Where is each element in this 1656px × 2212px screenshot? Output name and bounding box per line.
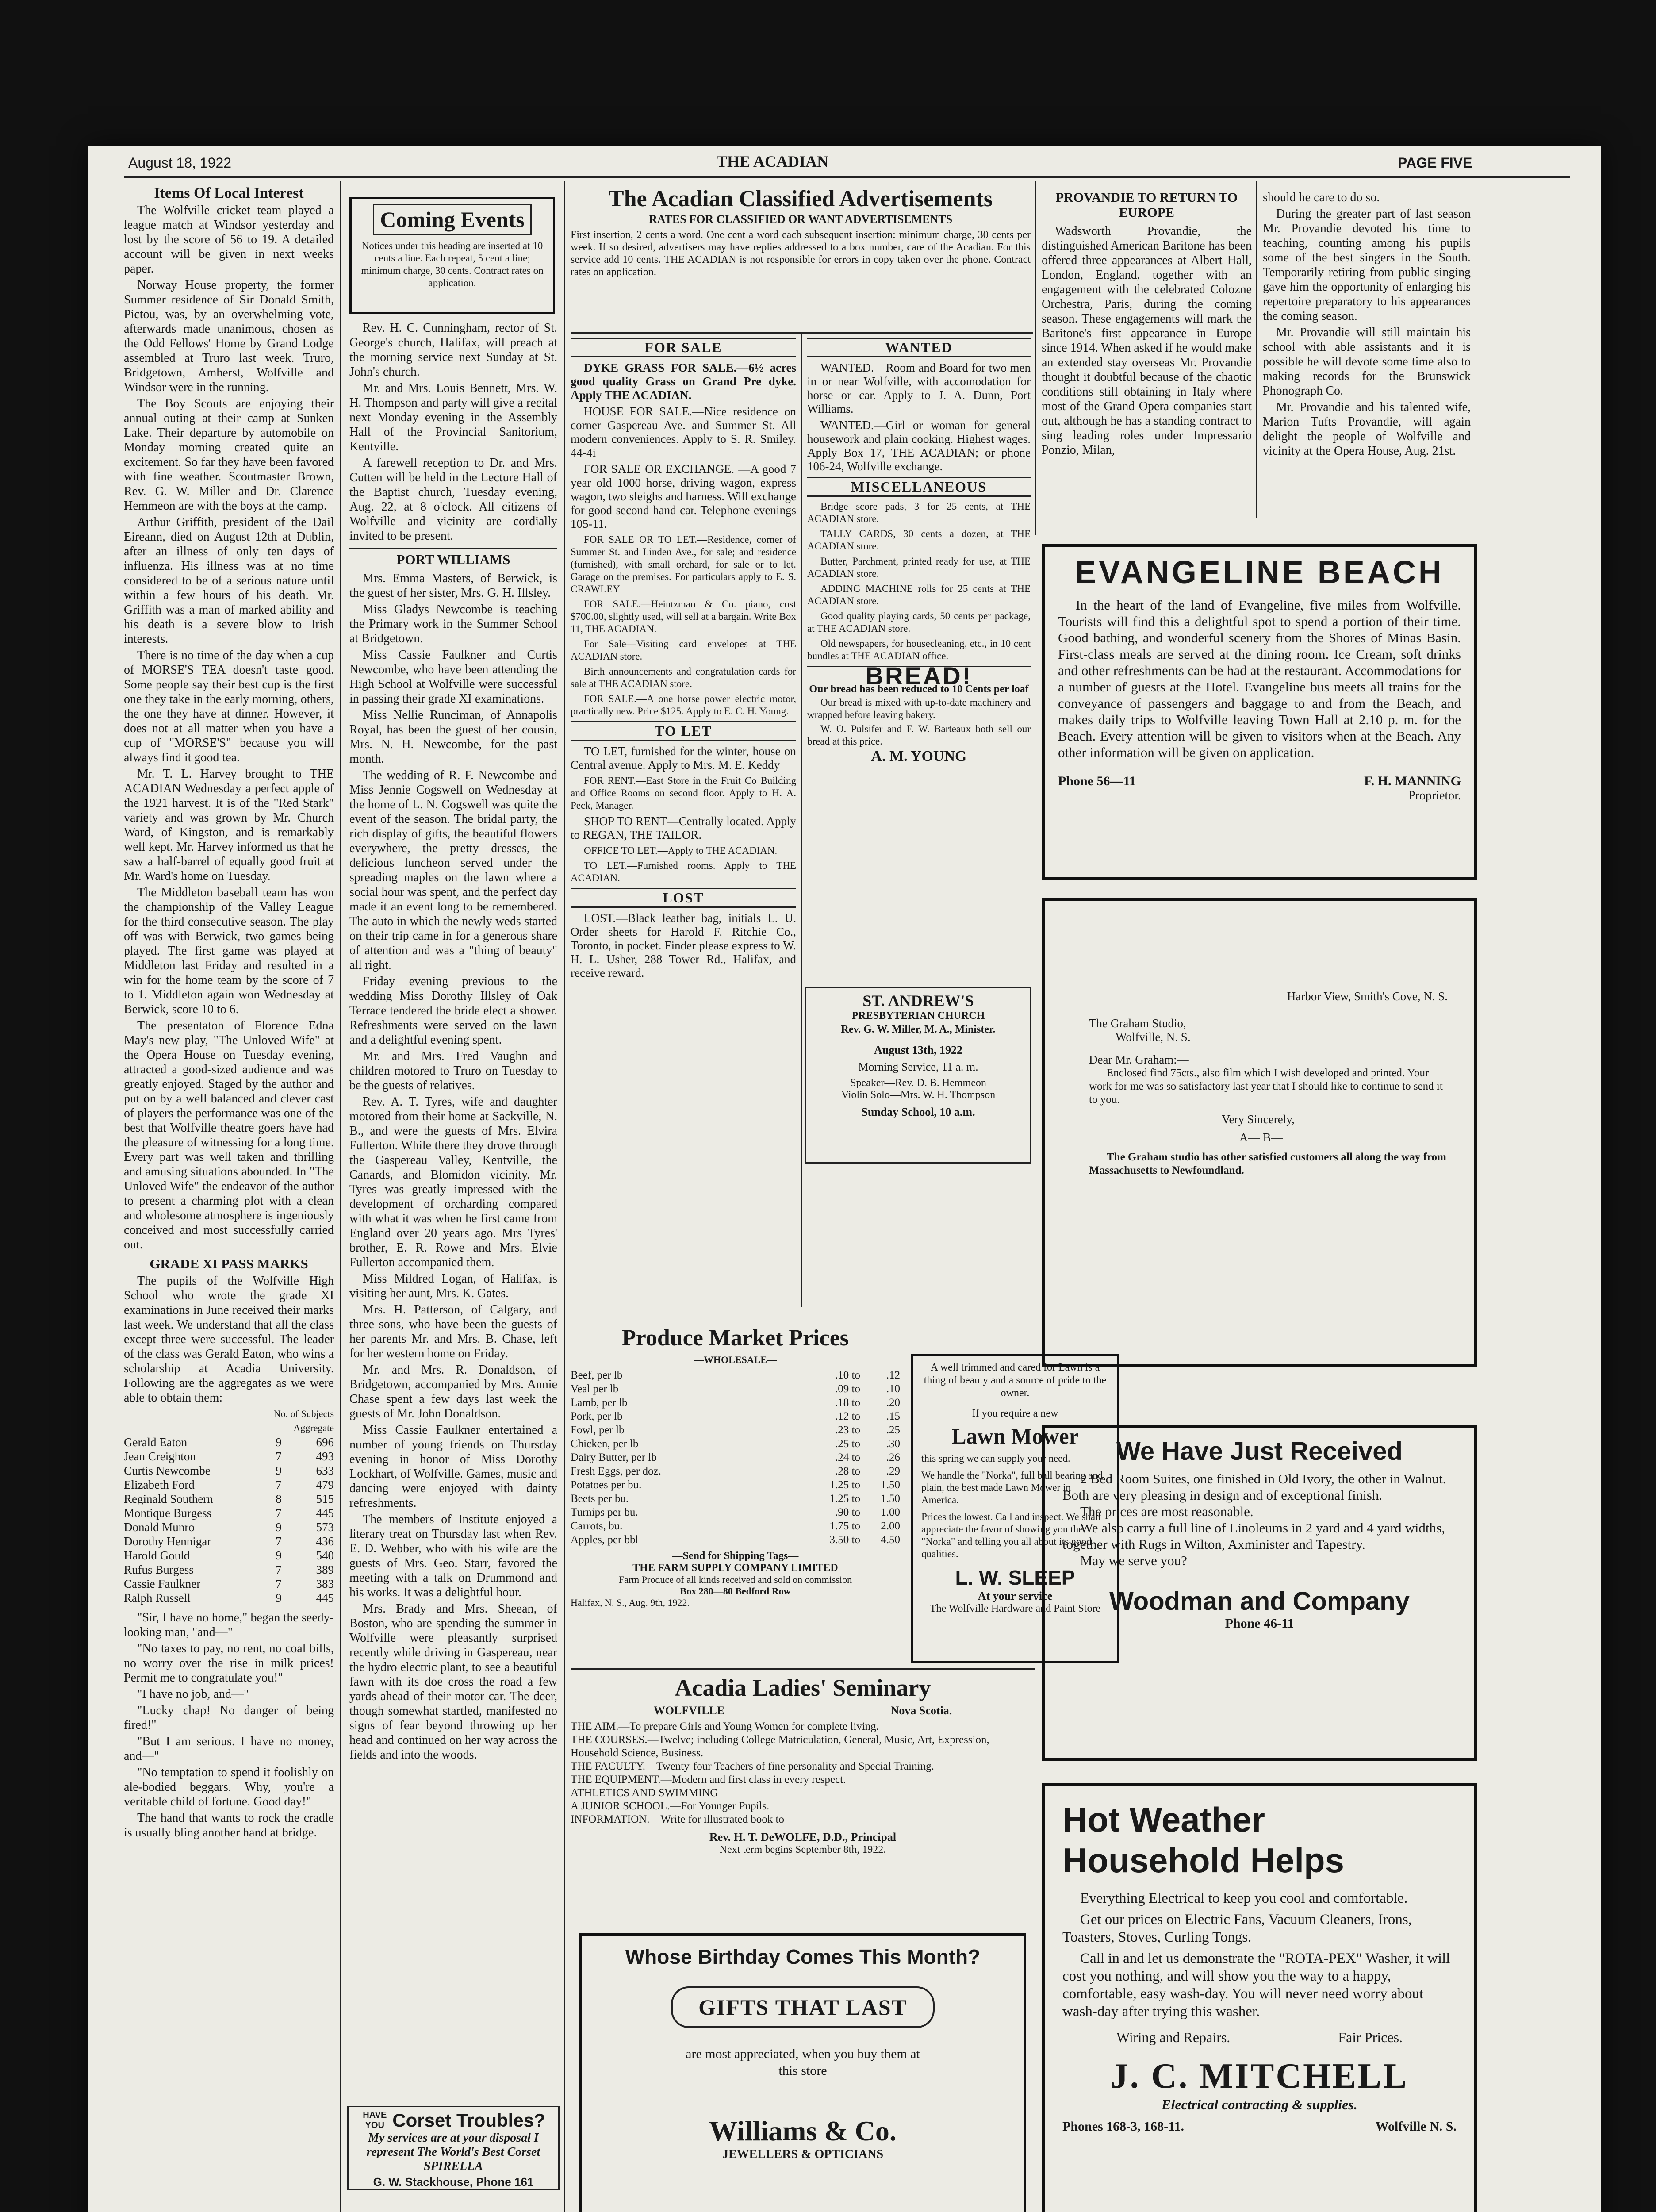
- lawn-body: this spring we can supply your need.: [921, 1453, 1070, 1464]
- grade-row: [124, 1492, 334, 1506]
- mitchell-body: Get our prices on Electric Fans, Vacuum Cleaners, Irons, Toasters, Stoves, Curling Tongs.: [1062, 1912, 1412, 1945]
- grade-row: [124, 1435, 334, 1449]
- classified-ad: Butter, Parchment, printed ready for use, at THE ACADIAN store.: [807, 556, 1031, 579]
- provandie-title: PROVANDIE TO RETURN TO EUROPE: [1055, 190, 1238, 220]
- grade-table: [124, 1435, 334, 1605]
- story-line: "No temptation to spend it foolishly on ale-bodied beggars. Why, you're a veritable child of fortune. Good day!": [124, 1766, 334, 1809]
- price-a: 1.25 to: [829, 1493, 860, 1505]
- woodman-body: We also carry a full line of Linoleums in 2 yard and 4 yard widths, together with Rugs in Wilton, Axminister and Tapestry.: [1062, 1520, 1445, 1552]
- price-row: [571, 1368, 900, 1382]
- local-paragraph: The Wolfville cricket team played a league match at Windsor yesterday and lost by the score of 56 to 19. A detailed account will be given in next weeks paper.: [124, 204, 334, 276]
- bread-reduced: Our bread has been reduced to 10 Cents per loaf: [809, 684, 1029, 695]
- price-b: 1.50: [881, 1493, 900, 1505]
- grade-name: Elizabeth Ford: [124, 1478, 195, 1491]
- masthead-rule: [124, 176, 1570, 178]
- pw-paragraph: Friday evening previous to the wedding Miss Dorothy Illsley of Oak Terrace tendered the bride elect a shower. Refreshments were served on the lawn and a delightful evening spent.: [349, 975, 557, 1047]
- provandie-article-a: [1042, 190, 1252, 459]
- grade-name: Rufus Burgess: [124, 1563, 194, 1576]
- local-paragraph: There is no time of the day when a cup of MORSE'S TEA doesn't taste good. Some people say their best cup is the first one they take in the early morning, others, the one they have at dinner. However, it does not at all matter when you have a cup of "MORSE'S" because you will always find it good tea.: [124, 649, 334, 764]
- church-ad: [805, 987, 1031, 1164]
- pw-paragraph: Miss Gladys Newcombe is teaching the Primary work in the Summer School at Bridgetown.: [349, 603, 557, 645]
- price-row: [571, 1533, 900, 1547]
- corset-signature: G. W. Stackhouse, Phone 161: [373, 2175, 534, 2189]
- classified-ad: For Sale—Visiting card envelopes at THE ACADIAN store.: [571, 638, 796, 662]
- story: [124, 1610, 334, 1840]
- grade-agg: 493: [316, 1450, 334, 1463]
- price-b: .29: [886, 1465, 900, 1477]
- grade-name: Gerald Eaton: [124, 1436, 188, 1449]
- bread-body: Our bread is mixed with up-to-date machinery and wrapped before leaving bakery.: [807, 697, 1031, 720]
- church-subtitle: PRESBYTERIAN CHURCH: [851, 1010, 985, 1022]
- grade-subj: 9: [276, 1521, 282, 1534]
- evangeline-proprietor: Proprietor.: [1408, 789, 1461, 803]
- evangeline-phone: Phone 56—11: [1058, 774, 1136, 788]
- seminary-location: WOLFVILLE: [653, 1704, 725, 1717]
- evangeline-ad: [1042, 544, 1477, 880]
- corset-body: My services are at your disposal I represent The World's Best Corset SPIRELLA: [366, 2131, 540, 2173]
- mitchell-town: Wolfville N. S.: [1375, 2119, 1457, 2134]
- story-line: "No taxes to pay, no rent, no coal bills, no worry over the rise in milk prices! Permit me to congratulate you!": [124, 1642, 334, 1685]
- seminary-line: A JUNIOR SCHOOL.—For Younger Pupils.: [571, 1800, 770, 1812]
- price-row: [571, 1423, 900, 1437]
- local-paragraph: The Boy Scouts are enjoying their annual outing at their camp at Sunken Lake. Their departure by automobile on Monday morning created quite an excitement. So far they have been favored with fine weather. Scoutmaster Brown, Rev. G. W. Miller and Dr. Clarence Hemmeon are with the boys at the camp.: [124, 397, 334, 513]
- williams-sub: JEWELLERS & OPTICIANS: [722, 2147, 884, 2161]
- provandie-paragraph: should he care to do so.: [1263, 191, 1380, 204]
- studio-dear: Dear Mr. Graham:—: [1089, 1053, 1189, 1066]
- grade-name: Harold Gould: [124, 1549, 190, 1562]
- column-rule: [564, 181, 565, 2212]
- bread-body: W. O. Pulsifer and F. W. Barteaux both sell our bread at this price.: [807, 723, 1031, 747]
- price-b: .12: [886, 1369, 900, 1381]
- studio-to: The Graham Studio,: [1089, 1017, 1186, 1030]
- grade-agg: 445: [316, 1591, 334, 1605]
- paper-name: THE ACADIAN: [717, 153, 829, 170]
- grade-subj: 9: [276, 1436, 282, 1449]
- woodman-body: The prices are most reasonable.: [1080, 1504, 1254, 1519]
- for-sale-heading: FOR SALE: [571, 338, 796, 357]
- price-n: Fowl, per lb: [571, 1424, 625, 1436]
- pw-paragraph: Miss Nellie Runciman, of Annapolis Royal, has been the guest of her cousin, Mrs. N. H. Newcombe, for the past month.: [349, 708, 557, 766]
- grade-subj: 8: [276, 1492, 282, 1505]
- issue-date: August 18, 1922: [128, 155, 232, 171]
- pw-paragraph: Rev. A. T. Tyres, wife and daughter motored from their home at Sackville, N. B., and were the guests of Mrs. Elvira Fullerton. While there they drove through the Gaspereau Valley, Kentville, the Canards, and Blomidon vicinity. Mr. Tyres was greatly impressed with the development of orcharding compared with what it was when he first came from England over 20 years ago. Mrs Tyres' brother, E. R. Rowe and Mrs. Elvie Fullerton accompanied them.: [349, 1095, 557, 1269]
- produce-city: Halifax, N. S., Aug. 9th, 1922.: [571, 1597, 690, 1608]
- wanted-heading: WANTED: [807, 338, 1031, 357]
- produce-ad: [571, 1325, 900, 1609]
- produce-company: THE FARM SUPPLY COMPANY LIMITED: [632, 1562, 838, 1574]
- seminary-location: Nova Scotia.: [890, 1704, 952, 1717]
- pw-paragraph: The members of Institute enjoyed a literary treat on Thursday last when Rev. E. D. Webber, who with his wife are the guests of Mrs. Geo. Starr, favored the meeting with a talk on Drummond and his works. It was a delightful hour.: [349, 1513, 557, 1599]
- grade-name: Cassie Faulkner: [124, 1577, 201, 1590]
- church-violin: Violin Solo—Mrs. W. H. Thompson: [841, 1089, 996, 1101]
- provandie-paragraph: During the greater part of last season Mr. Provandie devoted his time to teaching, counting among his pupils some of the best singers in the South. Temporarily retiring from public singing gave him the opportunity of enlarging his repertoire preparatory to his appearances the coming season.: [1263, 207, 1471, 323]
- graham-studio-ad: [1042, 898, 1477, 1367]
- to-let-heading: TO LET: [571, 721, 796, 741]
- corset-ad: [347, 2106, 560, 2190]
- pw-paragraph: Miss Cassie Faulkner entertained a number of young friends on Thursday evening in honor of Miss Dorothy Lockhart, of Wolfville. Games, music and dancing were enjoyed with dainty refreshments.: [349, 1423, 557, 1510]
- price-b: .26: [886, 1452, 900, 1463]
- classified-ad: OFFICE TO LET.—Apply to THE ACADIAN.: [584, 845, 778, 856]
- grade-name: Reginald Southern: [124, 1492, 213, 1505]
- church-speaker: Speaker—Rev. D. B. Hemmeon: [850, 1077, 986, 1089]
- corset-pre: HAVE YOU: [363, 2110, 387, 2130]
- mitchell-wiring: Wiring and Repairs.: [1116, 2029, 1230, 2045]
- provandie-article-b: [1263, 190, 1471, 460]
- classified-ad: Bridge score pads, 3 for 25 cents, at THE ACADIAN store.: [807, 501, 1031, 524]
- grade-row: [124, 1506, 334, 1520]
- mitchell-fair: Fair Prices.: [1338, 2029, 1403, 2045]
- price-row: [571, 1478, 900, 1492]
- woodman-title: We Have Just Received: [1116, 1437, 1403, 1466]
- local-paragraph: The presentaton of Florence Edna May's new play, "The Unloved Wife" at the Opera House on Tuesday evening, attracted a good-sized audience and was greatly enjoyed. Staged by the author and put on by a well balanced and clever cast of players the performance was one of the best that Wolfville theatre goers have had the pleasure of witnessing for a long time. Every part was well taken and thrilling and amusing situations abounded. In "The Unloved Wife" the endeavor of the author to present a charming plot with a clean and wholesome atmosphere is ingeniously conceived and most successfully carried out.: [124, 1019, 334, 1252]
- williams-name: Williams & Co.: [709, 2115, 897, 2147]
- studio-footer: The Graham studio has other satisfied customers all along the way from Massachusetts to Newfoundland.: [1089, 1151, 1446, 1176]
- classified-ad: FOR SALE.—A one horse power electric motor, practically new. Price $125. Apply to E. C. H. Young.: [571, 693, 796, 717]
- price-a: .23 to: [835, 1424, 860, 1436]
- grade-row: [124, 1463, 334, 1478]
- studio-close: Very Sincerely,: [1222, 1113, 1295, 1126]
- price-row: [571, 1451, 900, 1464]
- grade-title: GRADE XI PASS MARKS: [150, 1256, 308, 1271]
- gifts-banner: GIFTS THAT LAST: [671, 1986, 935, 2028]
- seminary-line: INFORMATION.—Write for illustrated book to: [571, 1813, 784, 1825]
- price-n: Beef, per lb: [571, 1369, 623, 1381]
- price-a: .90 to: [835, 1506, 860, 1518]
- classified-ad: Good quality playing cards, 50 cents per package, at THE ACADIAN store.: [807, 611, 1031, 634]
- woodman-body: May we serve you?: [1080, 1553, 1187, 1568]
- price-row: [571, 1492, 900, 1505]
- classified-ad: WANTED.—Girl or woman for general housework and plain cooking. Highest wages. Apply Box 17, THE ACADIAN; or phone 106-24, Wolfville exchange.: [807, 419, 1031, 473]
- grade-agg: 573: [316, 1521, 334, 1534]
- price-n: Turnips per bu.: [571, 1506, 638, 1518]
- price-b: .20: [886, 1397, 900, 1409]
- classified-ad: TO LET.—Furnished rooms. Apply to THE ACADIAN.: [571, 860, 796, 883]
- woodman-ad: [1042, 1425, 1477, 1761]
- classified-ad: DYKE GRASS FOR SALE.—6½ acres good quality Grass on Grand Pre dyke. Apply THE ACADIAN.: [571, 361, 796, 402]
- lawn-store: The Wolfville Hardware and Paint Store: [929, 1603, 1101, 1614]
- seminary-ad: [571, 1668, 1035, 1856]
- seminary-principal: Rev. H. T. DeWOLFE, D.D., Principal: [709, 1831, 897, 1843]
- story-line: "But I am serious. I have no money, and—": [124, 1735, 334, 1763]
- coming-events-title: Coming Events: [373, 204, 532, 235]
- classified-ad: HOUSE FOR SALE.—Nice residence on corner Gaspereau Ave. and Summer St. All modern conveniences. Apply to S. R. Smiley. 44-4i: [571, 405, 796, 459]
- grade-col-aggregate: Aggregate: [293, 1422, 334, 1433]
- seminary-title: Acadia Ladies' Seminary: [675, 1674, 931, 1701]
- classified-ad: TO LET, furnished for the winter, house on Central avenue. Apply to Mrs. M. E. Keddy: [571, 745, 796, 772]
- price-b: .30: [886, 1438, 900, 1450]
- studio-to: Wolfville, N. S.: [1116, 1030, 1191, 1044]
- price-row: [571, 1382, 900, 1396]
- seminary-lines: [571, 1720, 1035, 1826]
- mitchell-title: Hot Weather Household Helps: [1062, 1800, 1345, 1880]
- grade-header-2: [124, 1421, 334, 1435]
- woodman-body: 2 Bed Room Suites, one finished in Old Ivory, the other in Walnut. Both are very pleasing in design and of exceptional finish.: [1062, 1471, 1446, 1503]
- price-row: [571, 1409, 900, 1423]
- grade-name: Montique Burgess: [124, 1506, 212, 1520]
- grade-agg: 479: [316, 1478, 334, 1491]
- misc-heading: MISCELLANEOUS: [807, 477, 1031, 497]
- grade-name: Dorothy Hennigar: [124, 1535, 211, 1548]
- mitchell-sub: Electrical contracting & supplies.: [1162, 2097, 1357, 2112]
- produce-table: [571, 1368, 900, 1547]
- bread-ad: [807, 662, 1031, 764]
- produce-box: Box 280—80 Bedford Row: [680, 1586, 791, 1597]
- event-paragraph: A farewell reception to Dr. and Mrs. Cutten will be held in the Lecture Hall of the Baptist church, Tuesday evening, Aug. 22, at 8 o'clock. All citizens of Wolfville and vicinity are cordially invited to be present.: [349, 456, 557, 543]
- pw-paragraph: Mr. and Mrs. R. Donaldson, of Bridgetown, accompanied by Mrs. Annie Chase spent a few days last week the guests of Mr. John Donaldson.: [349, 1363, 557, 1421]
- pw-paragraph: Miss Cassie Faulkner and Curtis Newcombe, who have been attending the High School at Wolfville were successful in passing their grade XI examinations.: [349, 648, 557, 706]
- church-date: August 13th, 1922: [874, 1044, 963, 1056]
- story-line: "I have no job, and—": [137, 1687, 249, 1701]
- grade-subj: 9: [276, 1591, 282, 1605]
- produce-subtitle: —WHOLESALE—: [694, 1354, 777, 1365]
- price-a: 1.25 to: [829, 1479, 860, 1491]
- grade-name: Ralph Russell: [124, 1591, 191, 1605]
- grade-header: [124, 1407, 334, 1421]
- seminary-term: Next term begins September 8th, 1922.: [719, 1844, 886, 1855]
- grade-subj: 7: [276, 1506, 282, 1520]
- grade-agg: 540: [316, 1549, 334, 1562]
- birthday-ad: [579, 1933, 1026, 2212]
- evangeline-body: In the heart of the land of Evangeline, five miles from Wolfville. Tourists will find this a delightful spot to spend a portion of their time. Good bathing, and wonderful scenery from the Shores of Minas Basin. First-class meals are served at the dining room. Ice Cream, soft drinks and other refreshments can be had at the restaurant. Accommodations for a number of guests at the Hotel. Evangeline bus meets all trains for the conveyance of passengers and baggage to and from the Beach, and makes daily trips to Wolfville leaving Town Hall at 2.10 p. m. for the Beach. Every attention will be given to visitors when at the Beach. Any other information will be given on application.: [1058, 597, 1461, 760]
- coming-events-notice: Notices under this heading are inserted at 10 cents a line. Each repeat, 5 cent a line; minimum charge, 30 cents. Contract rates on application.: [361, 240, 544, 288]
- price-row: [571, 1464, 900, 1478]
- corset-title: Corset Troubles?: [392, 2110, 545, 2131]
- classified-ad: FOR SALE OR EXCHANGE. —A good 7 year old 1000 horse, driving wagon, express wagon, two sleighs and harness. Will exchange for good second hand car. Telephone evenings 105-11.: [571, 462, 796, 530]
- produce-note: Farm Produce of all kinds received and sold on commission: [618, 1574, 852, 1585]
- provandie-paragraph: Mr. Provandie and his talented wife, Marion Tufts Provandie, will again delight the people of Wolfville and vicinity at the Opera House, Aug. 21st.: [1263, 400, 1471, 458]
- mitchell-name: J. C. MITCHELL: [1110, 2057, 1409, 2096]
- classified-ad: LOST.—Black leather bag, initials L. U. Order sheets for Harold F. Ritchie Co., Toronto, in pocket. Finder please express to W. H. L. Usher, 288 Tower Rd., Halifax, and receive reward.: [571, 911, 796, 979]
- grade-subj: 9: [276, 1464, 282, 1477]
- price-a: .09 to: [835, 1383, 860, 1395]
- bread-signature: A. M. YOUNG: [871, 748, 967, 764]
- price-b: 1.00: [881, 1506, 900, 1518]
- grade-subj: 7: [276, 1577, 282, 1590]
- pw-paragraph: Mr. and Mrs. Fred Vaughn and children motored to Truro on Tuesday to be the guests of relatives.: [349, 1049, 557, 1092]
- produce-title: Produce Market Prices: [621, 1325, 849, 1351]
- grade-name: Donald Munro: [124, 1521, 195, 1534]
- bread-title: BREAD!: [865, 662, 973, 690]
- seminary-line: ATHLETICS AND SWIMMING: [571, 1787, 718, 1799]
- grade-agg: 383: [316, 1577, 334, 1590]
- price-b: .10: [886, 1383, 900, 1395]
- grade-row: [124, 1563, 334, 1577]
- price-n: Carrots, bu.: [571, 1520, 623, 1532]
- coming-events-box: [349, 197, 555, 314]
- classified-rates: First insertion, 2 cents a word. One cent a word each subsequent insertion: minimum charge, 30 cents per week. If so desired, advertisers may have replies addressed to a box number, care of the Acadian. For this service add 10 cents. THE ACADIAN is not responsible for errors in copy taken over the phone. Contract rates on application.: [571, 229, 1031, 278]
- grade-subj: 7: [276, 1478, 282, 1491]
- price-row: [571, 1505, 900, 1519]
- price-n: Dairy Butter, per lb: [571, 1452, 657, 1463]
- grade-subj: 9: [276, 1549, 282, 1562]
- local-paragraph: The Middleton baseball team has won the championship of the Valley League for the third consecutive season. The play off was with Berwick, two games being played. The first game was played at Middleton last Friday and resulted in a win for the home team by the score of 7 to 1. Middleton again won Wednesday at Berwick, score 10 to 6.: [124, 886, 334, 1016]
- event-paragraph: Rev. H. C. Cunningham, rector of St. George's church, Halifax, will preach at the morning service next Sunday at St. John's church.: [349, 321, 557, 379]
- grade-agg: 445: [316, 1506, 334, 1520]
- local-paragraph: Mr. T. L. Harvey brought to THE ACADIAN Wednesday a perfect apple of the 1921 harvest. It is of the "Red Stark" variety and was grown by Mr. Church Ward, of Kingston, and is remarkably well kept. Mr. Harvey informed us that he saw a half-barrel of equally good fruit at Mr. Ward's home on Tuesday.: [124, 767, 334, 883]
- classified-ad: Birth announcements and congratulation cards for sale at THE ACADIAN store.: [571, 666, 796, 689]
- classified-ad: SHOP TO RENT—Centrally located. Apply to REGAN, THE TAILOR.: [571, 814, 796, 841]
- evangeline-title: EVANGELINE BEACH: [1075, 555, 1444, 590]
- produce-send: —Send for Shipping Tags—: [672, 1550, 799, 1562]
- grade-row: [124, 1534, 334, 1548]
- price-a: .25 to: [835, 1438, 860, 1450]
- price-a: .10 to: [835, 1369, 860, 1381]
- pw-paragraph: Mrs. Emma Masters, of Berwick, is the guest of her sister, Mrs. G. H. Illsley.: [349, 572, 557, 600]
- classified-header: [571, 186, 1031, 278]
- lawn-body: We handle the "Norka", full ball bearing and plain, the best made Lawn Mower in America.: [921, 1470, 1103, 1505]
- classified-divider: [801, 334, 802, 1307]
- price-n: Chicken, per lb: [571, 1438, 639, 1450]
- classified-ad: ADDING MACHINE rolls for 25 cents at THE ACADIAN store.: [807, 583, 1031, 607]
- grade-row: [124, 1591, 334, 1605]
- story-line: The hand that wants to rock the cradle is usually bling another hand at bridge.: [124, 1811, 334, 1839]
- grade-intro: The pupils of the Wolfville High School who wrote the grade XI examinations in June received their marks last week. We understand that all the class except three were successful. The leader of the class was Gerald Eaton, who wins a scholarship at Acadia University. Following are the aggregates as we were able to obtain them:: [124, 1274, 334, 1405]
- classified-ad: FOR SALE.—Heintzman & Co. piano, cost $700.00, slightly used, will sell at a bargain. Write Box 11, THE ACADIAN.: [571, 599, 796, 634]
- price-row: [571, 1437, 900, 1451]
- price-row: [571, 1519, 900, 1533]
- pw-paragraph: Miss Mildred Logan, of Halifax, is visiting her aunt, Mrs. K. Gates.: [349, 1272, 557, 1300]
- grade-agg: 633: [316, 1464, 334, 1477]
- price-n: Pork, per lb: [571, 1410, 623, 1422]
- lawn-title: Lawn Mower: [951, 1424, 1079, 1448]
- studio-sig: A— B—: [1239, 1131, 1283, 1144]
- studio-place: Harbor View, Smith's Cove, N. S.: [1287, 990, 1448, 1003]
- grade-agg: 389: [316, 1563, 334, 1576]
- grade-name: Jean Creighton: [124, 1450, 196, 1463]
- classified-title: The Acadian Classified Advertisements: [608, 186, 993, 211]
- price-a: 1.75 to: [829, 1520, 860, 1532]
- church-title: ST. ANDREW'S: [862, 992, 974, 1010]
- grade-row: [124, 1548, 334, 1563]
- story-line: "Sir, I have no home," began the seedy-looking man, "and—": [124, 1611, 334, 1639]
- grade-name: Curtis Newcombe: [124, 1464, 211, 1477]
- grade-agg: 436: [316, 1535, 334, 1548]
- price-row: [571, 1396, 900, 1409]
- birthday-title: Whose Birthday Comes This Month?: [625, 1945, 981, 1968]
- local-interest-column: [124, 186, 334, 1842]
- pw-paragraph: Mrs. H. Patterson, of Calgary, and three sons, who have been the guests of her parents Mr. and Mrs. B. Chase, left for her western home on Friday.: [349, 1303, 557, 1360]
- studio-body: Enclosed find 75cts., also film which I wish developed and printed. Your work for me was so satisfactory last year that I should like to continue to send it to you.: [1089, 1067, 1443, 1106]
- mitchell-phones: Phones 168-3, 168-11.: [1062, 2119, 1184, 2134]
- grade-row: [124, 1520, 334, 1534]
- mitchell-body: Everything Electrical to keep you cool and comfortable.: [1080, 1890, 1408, 1906]
- classified-ad: FOR RENT.—East Store in the Fruit Co Building and Office Rooms on second floor. Apply to H. A. Peck, Manager.: [571, 775, 796, 811]
- lawn-if: If you require a new: [972, 1408, 1058, 1419]
- wanted-column: [807, 334, 1031, 763]
- price-n: Potatoes per bu.: [571, 1479, 642, 1491]
- price-b: 2.00: [881, 1520, 900, 1532]
- provandie-paragraph: Mr. Provandie will still maintain his school with able assistants and it is possible he will devote some time also to making records for the Brunswick Phonograph Co.: [1263, 326, 1471, 398]
- grade-row: [124, 1478, 334, 1492]
- grade-agg: 696: [316, 1436, 334, 1449]
- column-rule: [340, 181, 341, 2212]
- classified-ad: FOR SALE OR TO LET.—Residence, corner of Summer St. and Linden Ave., for sale; and residence (furnished), with small orchard, for sale or to let. Garage on the premises. For particulars apply to E. S. CRAWLEY: [571, 534, 796, 595]
- event-paragraph: Mr. and Mrs. Louis Bennett, Mrs. W. H. Thompson and party will give a recital next Monday evening in the Assembly Hall of the Provincial Sanitorium, Kentville.: [349, 381, 557, 453]
- column-rule: [1035, 181, 1036, 535]
- woodman-phone: Phone 46-11: [1225, 1616, 1294, 1631]
- newspaper-page: [88, 146, 1601, 2212]
- price-b: .25: [886, 1424, 900, 1436]
- pw-paragraph: The wedding of R. F. Newcombe and Miss Jennie Cogswell on Wednesday at the home of L. N. Cogswell was quite the event of the season. The bridal party, the rich display of gifts, the beautiful flowers everywhere, the pretty dresses, the delicious luncheon served under the spreading maples on the lawn where a social hour was spent, and the perfect day made it an event long to be remembered. The auto in which the newly weds started on their trip came in for a generous share of attention and was a "thing of beauty" all right.: [349, 768, 557, 972]
- birthday-body: are most appreciated, when you buy them at this store: [686, 2047, 920, 2078]
- woodman-name: Woodman and Company: [1109, 1587, 1410, 1616]
- price-n: Apples, per bbl: [571, 1534, 639, 1546]
- price-b: 4.50: [881, 1534, 900, 1546]
- lawn-body: Prices the lowest. Call and inspect. We shall appreciate the favor of showing you the "Norka" and telling you all about its good qualities.: [921, 1511, 1101, 1559]
- mitchell-ad: [1042, 1783, 1477, 2212]
- price-n: Beets per bu.: [571, 1493, 629, 1505]
- grade-row: [124, 1577, 334, 1591]
- price-a: .28 to: [835, 1465, 860, 1477]
- local-paragraph: Arthur Griffith, president of the Dail Eireann, died on August 12th at Dublin, after an illness of only ten days of influenza. His illness was at no time considered to be of a serious nature until within a few hours of his death. Mr. Griffith was a man of marked ability and his death is a severe blow to Irish interests.: [124, 515, 334, 646]
- seminary-line: THE EQUIPMENT.—Modern and first class in every respect.: [571, 1774, 846, 1786]
- provandie-paragraph: Wadsworth Provandie, the distinguished American Baritone has been offered three appearances at Albert Hall, London, England, together with an engagement with the celebrated Colozne Orchestra, Paris, during the coming season. These engagements will mark the Baritone's first appearance in Europe since 1914. When asked if he would make an extended stay overseas Mr. Provandie thought it doubtful because of the chaotic conditions still obtaining in Italy where most of the Grand Opera companies start out, although he has a standing contract to sing leading roles under Impressario Ponzio, Milan,: [1042, 224, 1252, 457]
- classified-ad: Old newspapers, for housecleaning, etc., in 10 cent bundles at THE ACADIAN office.: [807, 638, 1031, 661]
- grade-col-subjects: No. of Subjects: [273, 1408, 334, 1419]
- for-sale-column: [571, 334, 796, 983]
- lawn-service: At your service: [978, 1590, 1053, 1602]
- pw-paragraph: Mrs. Brady and Mrs. Sheean, of Boston, who are spending the summer in Wolfville were pleasantly surprised recently while driving in Gaspereau, near the hydro electric plant, to see a beautiful fawn with its doe cross the road a few yards ahead of their motor car. The deer, though somewhat startled, manifested no signs of fear beyond throwing up her head and continued on her way across the fields and into the woods.: [349, 1602, 557, 1762]
- classified-rule: [571, 332, 1033, 334]
- grade-subj: 7: [276, 1563, 282, 1576]
- story-line: "Lucky chap! No danger of being fired!": [124, 1704, 334, 1732]
- price-a: .18 to: [835, 1397, 860, 1409]
- price-a: .12 to: [835, 1410, 860, 1422]
- price-n: Veal per lb: [571, 1383, 619, 1395]
- price-a: 3.50 to: [829, 1534, 860, 1546]
- classified-ad: TALLY CARDS, 30 cents a dozen, at THE ACADIAN store.: [807, 528, 1031, 552]
- price-a: .24 to: [835, 1452, 860, 1463]
- price-n: Fresh Eggs, per doz.: [571, 1465, 661, 1477]
- price-b: .15: [886, 1410, 900, 1422]
- lawn-intro: A well trimmed and cared for Lawn is a thing of beauty and a source of pride to the owner.: [924, 1362, 1107, 1399]
- grade-subj: 7: [276, 1535, 282, 1548]
- classified-subtitle: RATES FOR CLASSIFIED OR WANT ADVERTISEMENTS: [648, 213, 953, 226]
- seminary-line: THE FACULTY.—Twenty-four Teachers of fine personality and Special Training.: [571, 1760, 934, 1772]
- evangeline-owner: F. H. MANNING: [1364, 774, 1461, 788]
- local-title: Items Of Local Interest: [154, 185, 304, 201]
- seminary-line: THE AIM.—To prepare Girls and Young Women for complete living.: [571, 1720, 879, 1732]
- church-sunday-school: Sunday School, 10 a.m.: [861, 1106, 975, 1118]
- port-williams-title: PORT WILLIAMS: [349, 548, 557, 567]
- grade-subj: 7: [276, 1450, 282, 1463]
- page-number: PAGE FIVE: [1398, 155, 1472, 171]
- church-service: Morning Service, 11 a. m.: [858, 1060, 978, 1073]
- classified-ad: WANTED.—Room and Board for two men in or near Wolfville, with accomodation for horse or car. Apply to J. A. Dunn, Port Williams.: [807, 361, 1031, 415]
- seminary-line: THE COURSES.—Twelve; including College Matriculation, General, Music, Art, Expression, Household Science, Business.: [571, 1734, 989, 1759]
- lost-heading: LOST: [571, 888, 796, 908]
- column-rule: [1256, 181, 1257, 518]
- local-paragraph: Norway House property, the former Summer residence of Sir Donald Smith, Pictou, was, by an overwhelming vote, afterwards made unanimous, chosen as the Odd Fellows' Home by Grand Lodge assembled at Truro last week. Truro, Bridgetown, Amherst, Wolfville and Windsor were in the running.: [124, 278, 334, 394]
- church-minister: Rev. G. W. Miller, M. A., Minister.: [841, 1024, 996, 1035]
- mitchell-body: Call in and let us demonstrate the "ROTA-PEX" Washer, it will cost you nothing, and will show you the way to a happy, comfortable, easy wash-day. You will never need worry about wash-day after trying this washer.: [1062, 1951, 1450, 2020]
- grade-row: [124, 1449, 334, 1463]
- grade-agg: 515: [316, 1492, 334, 1505]
- price-n: Lamb, per lb: [571, 1397, 628, 1409]
- lawn-name: L. W. SLEEP: [955, 1566, 1075, 1589]
- coming-events-column: [349, 321, 557, 1764]
- price-b: 1.50: [881, 1479, 900, 1491]
